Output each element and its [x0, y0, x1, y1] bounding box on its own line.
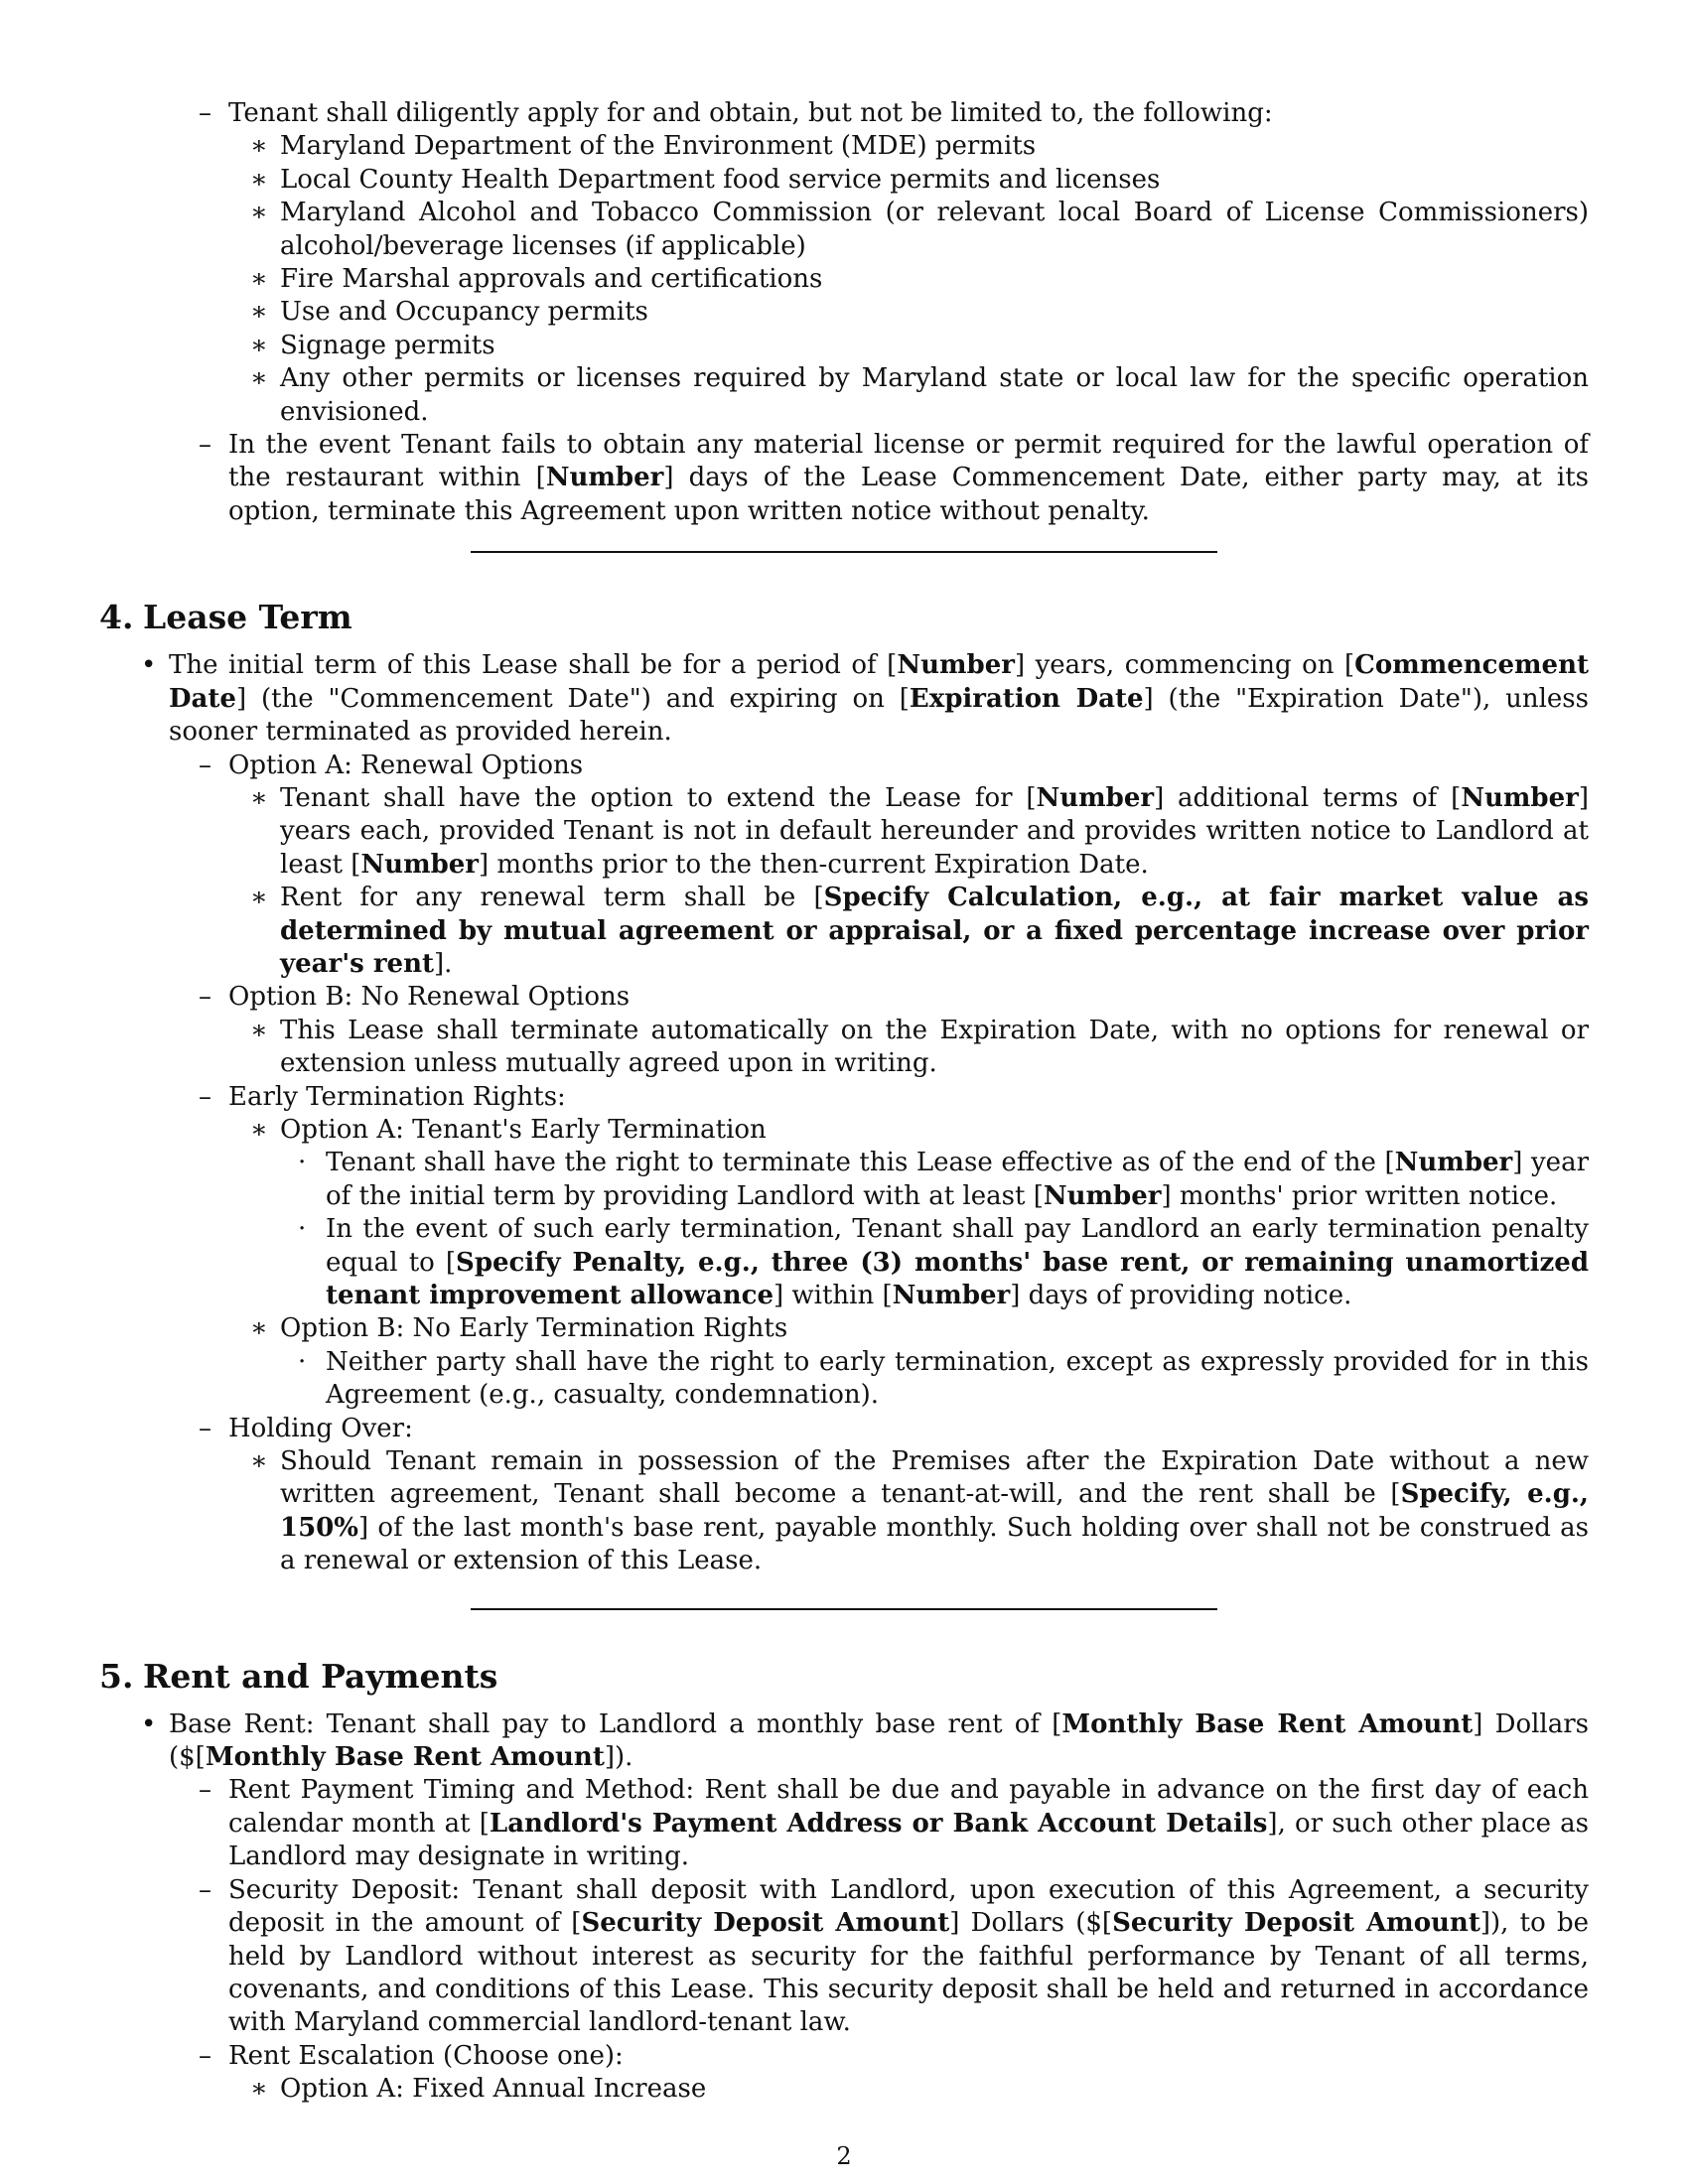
list-item-permits-intro: [99, 97, 1589, 130]
placeholder-bold: Monthly Base Rent Amount: [205, 1742, 605, 1773]
list-item-early-right: [99, 1147, 1589, 1213]
text-run: Tenant shall have the option to extend the Lease for [: [280, 782, 1037, 813]
text-run: Early Termination Rights:: [228, 1081, 566, 1112]
list-item-permit: [99, 362, 1589, 429]
list-item-holding-over-terms: [99, 1445, 1589, 1578]
text-run: ] year of the initial term by providing Landlord with at least [: [326, 1148, 1589, 1211]
list-item-permit: [99, 296, 1589, 329]
placeholder-bold: Specify Calculation, e.g., at fair market value as determined by mutual agreement or appraisal, or a fixed percentage increase over prior year's rent: [280, 883, 1589, 979]
text-run: Rent Payment Timing and Method: Rent shall be due and payable in advance on the first day of each calendar month at [: [228, 1775, 1589, 1839]
dot-marker: ·: [298, 1214, 307, 1245]
list-item-base-rent: [99, 1708, 1589, 1775]
dash-marker: –: [199, 430, 211, 461]
list-item-renewal-extension: [99, 782, 1589, 882]
text-run: ] days of providing notice.: [1010, 1281, 1352, 1310]
text-run: Option B: No Renewal Options: [228, 982, 631, 1013]
placeholder-bold: Number: [1036, 782, 1155, 813]
text-run: ] years each, provided Tenant is not in default hereunder and provides written notice to Landlord at least [: [280, 782, 1590, 880]
list-item-holding-over: [99, 1413, 1589, 1445]
dash-marker: –: [199, 1874, 211, 1905]
list-item-no-renewal: [99, 1015, 1589, 1081]
text-run: Neither party shall have the right to early termination, except as expressly provided for in this Agreement (e.g., casualty, condemnation).: [326, 1346, 1589, 1411]
placeholder-bold: Number: [1394, 1148, 1513, 1178]
list-item-permit: [99, 263, 1589, 296]
section-divider: [471, 551, 1217, 553]
star-marker: ∗: [250, 164, 268, 195]
placeholder-bold: Number: [360, 849, 480, 880]
placeholder-bold: Number: [897, 650, 1015, 681]
star-marker: ∗: [250, 297, 268, 328]
text-run: Holding Over:: [228, 1413, 413, 1443]
permits-intro-text: Tenant shall diligently apply for and obtain, but not be limited to, the following:: [228, 98, 1273, 128]
dash-marker: –: [199, 750, 211, 780]
list-item-early-termination: [99, 1081, 1589, 1114]
text-run: ] months' prior written notice.: [1161, 1180, 1558, 1211]
permit-text: Maryland Department of the Environment (MDE) permits: [280, 131, 1037, 162]
text-run: Option B: No Early Termination Rights: [280, 1313, 788, 1344]
section-title: Lease Term: [143, 598, 352, 637]
dot-marker: ·: [298, 1148, 307, 1178]
placeholder-bold: Security Deposit Amount: [581, 1908, 950, 1939]
text-run: Option A: Fixed Annual Increase: [280, 2074, 707, 2105]
list-item-no-early: [99, 1346, 1589, 1413]
text-run: Base Rent: Tenant shall pay to Landlord a monthly base rent of [: [169, 1708, 1062, 1739]
document-body: [99, 97, 1589, 2107]
text-run: Option A: Renewal Options: [228, 750, 584, 780]
text-run: ], or such other place as Landlord may designate in writing.: [228, 1808, 1590, 1872]
text-run: Rent Escalation (Choose one):: [228, 2040, 624, 2071]
list-item-security-deposit: [99, 1874, 1589, 2040]
dash-marker: –: [199, 1081, 211, 1112]
list-item-early-option-a: [99, 1114, 1589, 1147]
dash-marker: –: [199, 1413, 211, 1443]
star-marker: ∗: [250, 782, 268, 813]
text-run: ] within [: [774, 1281, 893, 1310]
text-run: ] months prior to the then-current Expiration Date.: [479, 849, 1149, 880]
list-item-permit: [99, 164, 1589, 197]
list-item-early-penalty: [99, 1213, 1589, 1312]
list-item-renewal-rent: [99, 882, 1589, 981]
list-item-permit: [99, 130, 1589, 163]
dash-marker: –: [199, 98, 211, 128]
list-item-permit: [99, 330, 1589, 362]
text-run: The initial term of this Lease shall be for a period of [: [169, 650, 898, 681]
permit-text: Any other permits or licenses required by Maryland state or local law for the specific operation envisioned.: [280, 363, 1589, 427]
text-run: Rent for any renewal term shall be [: [280, 883, 824, 913]
text-run: In the event of such early termination, Tenant shall pay Landlord an early termination penalty equal to [: [326, 1214, 1589, 1278]
placeholder-bold: Specify Penalty, e.g., three (3) months' base rent, or remaining unamortized tenant improvement allowance: [326, 1247, 1589, 1310]
list-item-option-b-no-renewal: [99, 981, 1589, 1014]
placeholder-bold: Number: [892, 1281, 1011, 1310]
permit-text: Use and Occupancy permits: [280, 297, 648, 328]
list-item-permit-failure: [99, 429, 1589, 528]
text-run: ] years, commencing on [: [1014, 650, 1355, 681]
section-divider: [471, 1608, 1217, 1610]
star-marker: ∗: [250, 363, 268, 394]
list-item-option-a-renewal: [99, 750, 1589, 782]
text-run: Should Tenant remain in possession of the Premises after the Expiration Date without a new written agreement, Tenant shall become a tenant-at-will, and the rent shall be [: [280, 1446, 1589, 1510]
permit-text: Fire Marshal approvals and certifications: [280, 264, 823, 295]
section-heading-rent-payments: [99, 1657, 1589, 1697]
star-marker: ∗: [250, 131, 268, 162]
section-number: 4.: [99, 598, 134, 637]
permit-text: Signage permits: [280, 330, 495, 360]
star-marker: ∗: [250, 1446, 268, 1477]
placeholder-bold: Landlord's Payment Address or Bank Account Details: [489, 1808, 1268, 1839]
text-run: Option A: Tenant's Early Termination: [280, 1114, 767, 1145]
text-run: ]), to be held by Landlord without interest as security for the faithful performance by Tenant of all terms, covenants, and conditions of this Lease. This security deposit shall be held and returned in accordance with Maryland commercial landlord-tenant law.: [228, 1908, 1590, 2038]
star-marker: ∗: [250, 1114, 268, 1145]
text-run: This Lease shall terminate automatically on the Expiration Date, with no options for renewal or extension unless mutually agreed upon in writing.: [280, 1015, 1589, 1079]
dash-marker: –: [199, 1775, 211, 1806]
text-run: In the event Tenant fails to obtain any material license or permit required for the lawful operation of the restaurant within [: [228, 430, 1589, 493]
text-run: ] days of the Lease Commencement Date, either party may, at its option, terminate this Agreement upon written notice without penalty.: [228, 463, 1589, 526]
list-item-rent-escalation: [99, 2040, 1589, 2073]
star-marker: ∗: [250, 198, 268, 228]
text-run: ]).: [604, 1742, 633, 1773]
text-run: Security Deposit: Tenant shall deposit with Landlord, upon execution of this Agreement, a security deposit in the amount of [: [228, 1874, 1589, 1939]
star-marker: ∗: [250, 883, 268, 913]
list-item-payment-timing: [99, 1774, 1589, 1873]
star-marker: ∗: [250, 264, 268, 295]
text-run: ] (the "Expiration Date"), unless sooner terminated as provided herein.: [169, 683, 1589, 748]
dash-marker: –: [199, 982, 211, 1013]
star-marker: ∗: [250, 1015, 268, 1045]
dot-marker: ·: [298, 1346, 307, 1377]
text-run: ] of the last month's base rent, payable monthly. Such holding over shall not be construed as a renewal or extension of this Lease.: [280, 1512, 1589, 1576]
placeholder-bold: Number: [545, 463, 664, 493]
text-run: ] Dollars ($[: [169, 1708, 1590, 1773]
placeholder-bold: Specify, e.g., 150%: [280, 1479, 1589, 1543]
page-number: 2: [836, 2142, 852, 2170]
placeholder-bold: Number: [1461, 782, 1579, 813]
placeholder-bold: Expiration Date: [909, 683, 1144, 714]
permit-text: Maryland Alcohol and Tobacco Commission (or relevant local Board of License Commissioners) alcohol/beverage licenses (if applicable): [280, 198, 1589, 261]
placeholder-bold: Commencement Date: [169, 650, 1590, 714]
list-item-early-option-b: [99, 1312, 1589, 1345]
list-item-escalation-option-a: [99, 2073, 1589, 2106]
text-run: ] Dollars ($[: [949, 1908, 1113, 1939]
placeholder-bold: Monthly Base Rent Amount: [1061, 1708, 1474, 1739]
text-run: ] (the "Commencement Date") and expiring on [: [235, 683, 910, 714]
section-heading-lease-term: [99, 598, 1589, 637]
dash-marker: –: [199, 2040, 211, 2071]
text-run: ].: [434, 948, 453, 979]
text-run: Tenant shall have the right to terminate this Lease effective as of the end of the [: [326, 1148, 1395, 1178]
text-run: ] additional terms of [: [1154, 782, 1462, 813]
star-marker: ∗: [250, 1313, 268, 1344]
placeholder-bold: Security Deposit Amount: [1112, 1908, 1480, 1939]
permit-text: Local County Health Department food service permits and licenses: [280, 164, 1161, 195]
star-marker: ∗: [250, 2074, 268, 2105]
bullet-marker: •: [141, 650, 157, 681]
placeholder-bold: Number: [1043, 1180, 1162, 1211]
list-item-initial-term: [99, 649, 1589, 749]
list-item-permit: [99, 197, 1589, 263]
section-number: 5.: [99, 1656, 134, 1696]
star-marker: ∗: [250, 330, 268, 360]
bullet-marker: •: [141, 1708, 157, 1739]
section-title: Rent and Payments: [143, 1656, 498, 1696]
